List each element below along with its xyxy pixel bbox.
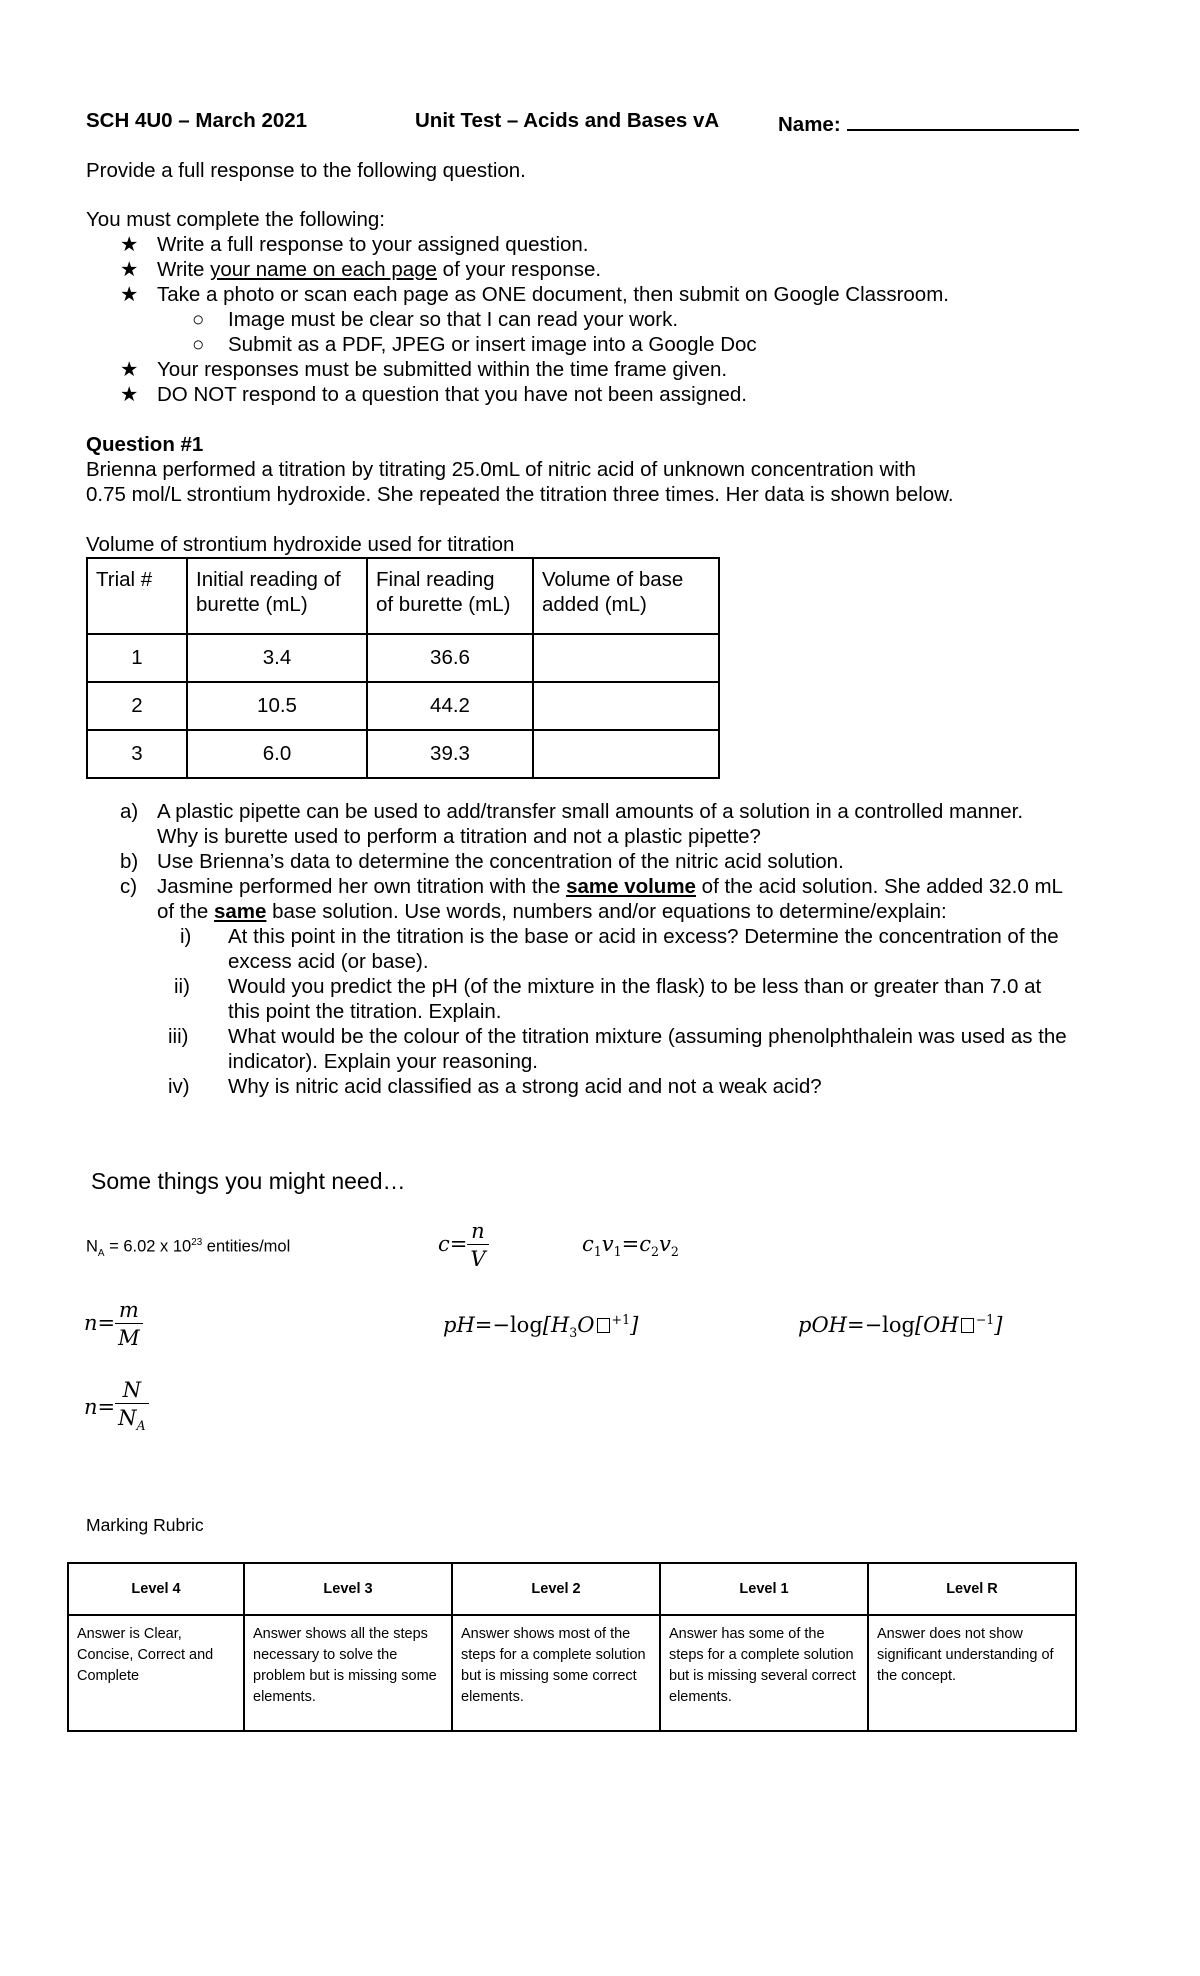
course-code: SCH 4U0 – March 2021: [86, 109, 308, 132]
initial-reading-cell: 10.5: [187, 682, 367, 730]
star-bullet-icon: ★: [120, 258, 139, 281]
rubric-description: Answer is Clear, Concise, Correct and Complete: [68, 1615, 244, 1731]
header-text: Initial reading of: [196, 568, 341, 591]
na-value: = 6.02 x 10: [104, 1237, 192, 1256]
part-text-segment: of the acid solution. She added 32.0 mL: [695, 875, 1063, 898]
part-text: Use Brienna’s data to determine the concentration of the nitric acid solution.: [157, 850, 844, 873]
question-text: Brienna performed a titration by titrating 25.0mL of nitric acid of unknown concentration with: [86, 458, 916, 481]
volume-cell: [533, 682, 719, 730]
subpart-text: excess acid (or base).: [228, 950, 429, 973]
header-text: Trial #: [96, 568, 153, 591]
header-text: Volume of base: [542, 568, 684, 591]
rubric-description: Answer shows most of the steps for a complete solution but is missing some correct elements.: [452, 1615, 660, 1731]
dilution-formula: $c_1v_1=c_2v_2$: [582, 1232, 679, 1260]
initial-reading-cell: 3.4: [187, 634, 367, 682]
table-row: [87, 730, 719, 778]
subpart-label: iii): [168, 1025, 189, 1048]
part-emphasis: same: [214, 900, 267, 923]
subpart-text: What would be the colour of the titration mixture (assuming phenolphthalein was used as the: [228, 1025, 1067, 1048]
particles-moles-formula: n= $\frac{N}{N_A}$: [84, 1377, 149, 1440]
instruction-text: Write: [157, 258, 211, 281]
na-units: entities/mol: [202, 1237, 291, 1256]
part-label: b): [120, 850, 139, 873]
header-cell: [533, 558, 719, 634]
rubric-title: Marking Rubric: [86, 1515, 204, 1535]
part-text-segment: base solution. Use words, numbers and/or equations to determine/explain:: [266, 900, 947, 923]
rubric-description-row: [68, 1615, 1076, 1731]
instruction-text: of your response.: [436, 258, 602, 281]
poh-formula: pOH=−log[OH $^{-1}$]: [798, 1312, 1003, 1337]
rubric-level-header: Level 4: [68, 1563, 244, 1615]
marking-rubric-table: [67, 1562, 1077, 1732]
subpart-label: i): [180, 925, 192, 948]
subpart-text: Why is nitric acid classified as a strong acid and not a weak acid?: [228, 1075, 822, 1098]
instruction-item: Take a photo or scan each page as ONE document, then submit on Google Classroom.: [157, 283, 949, 306]
circle-bullet-icon: ○: [192, 333, 205, 356]
name-field: [778, 109, 1079, 137]
test-title: Unit Test – Acids and Bases vA: [415, 109, 720, 132]
subpart-label: iv): [168, 1075, 190, 1098]
rubric-header-row: [68, 1563, 1076, 1615]
part-text: Why is burette used to perform a titration and not a plastic pipette?: [157, 825, 761, 848]
subpart-text: At this point in the titration is the base or acid in excess? Determine the concentration of the: [228, 925, 1059, 948]
header-cell: [367, 558, 533, 634]
na-subscript: A: [97, 1247, 105, 1259]
trial-cell: 3: [87, 730, 187, 778]
ph-formula: $pH=-\log[H_3O$ $^{+1}$]: [443, 1312, 639, 1341]
rubric-level-header: Level 2: [452, 1563, 660, 1615]
name-label: Name:: [778, 113, 841, 136]
instructions-lead: You must complete the following:: [86, 208, 385, 231]
table-caption: Volume of strontium hydroxide used for titration: [86, 533, 515, 556]
mass-moles-formula: n= $\frac{m}{M}$: [84, 1297, 143, 1352]
reference-heading: Some things you might need…: [91, 1168, 406, 1194]
part-text-segment: Jasmine performed her own titration with the: [157, 875, 567, 898]
header-cell: [87, 558, 187, 634]
header-text: Final reading: [376, 568, 495, 591]
header-text: added (mL): [542, 593, 647, 616]
header-cell: [187, 558, 367, 634]
instruction-item: [157, 257, 601, 282]
rubric-description: Answer has some of the steps for a complete solution but is missing several correct elements.: [660, 1615, 868, 1731]
volume-cell: [533, 634, 719, 682]
subpart-text: Would you predict the pH (of the mixture in the flask) to be less than or greater than 7.0 at: [228, 975, 1042, 998]
final-reading-cell: 44.2: [367, 682, 533, 730]
part-label: a): [120, 800, 139, 823]
trial-cell: 2: [87, 682, 187, 730]
concentration-formula: c= $\frac{n}{V}$: [438, 1218, 489, 1273]
part-label: c): [120, 875, 138, 898]
part-text: [157, 899, 947, 924]
part-text-segment: of the: [157, 900, 214, 923]
table-row: [87, 634, 719, 682]
instruction-subitem: Submit as a PDF, JPEG or insert image into a Google Doc: [228, 333, 757, 356]
star-bullet-icon: ★: [120, 383, 139, 406]
header-text: of burette (mL): [376, 593, 511, 616]
star-bullet-icon: ★: [120, 358, 139, 381]
instruction-emphasis: your name on each page: [210, 258, 437, 281]
rubric-level-header: Level 1: [660, 1563, 868, 1615]
final-reading-cell: 36.6: [367, 634, 533, 682]
part-text: A plastic pipette can be used to add/transfer small amounts of a solution in a controlled manner.: [157, 800, 1024, 823]
volume-cell: [533, 730, 719, 778]
instruction-subitem: Image must be clear so that I can read your work.: [228, 308, 679, 331]
table-header-row: [87, 558, 719, 634]
subpart-text: this point the titration. Explain.: [228, 1000, 502, 1023]
instruction-item: Your responses must be submitted within the time frame given.: [157, 358, 728, 381]
rubric-level-header: Level 3: [244, 1563, 452, 1615]
rubric-description: Answer shows all the steps necessary to solve the problem but is missing some elements.: [244, 1615, 452, 1731]
part-text: [157, 874, 1063, 899]
final-reading-cell: 39.3: [367, 730, 533, 778]
avogadro-constant: [86, 1237, 290, 1259]
rubric-description: Answer does not show significant understanding of the concept.: [868, 1615, 1076, 1731]
instruction-item: DO NOT respond to a question that you have not been assigned.: [157, 383, 747, 406]
star-bullet-icon: ★: [120, 233, 139, 256]
trial-cell: 1: [87, 634, 187, 682]
initial-reading-cell: 6.0: [187, 730, 367, 778]
intro-text: Provide a full response to the following question.: [86, 159, 526, 182]
header-text: burette (mL): [196, 593, 308, 616]
name-blank-line: [847, 109, 1079, 131]
rubric-level-header: Level R: [868, 1563, 1076, 1615]
subpart-text: indicator). Explain your reasoning.: [228, 1050, 538, 1073]
question-text: 0.75 mol/L strontium hydroxide. She repeated the titration three times. Her data is shown below.: [86, 483, 954, 506]
circle-bullet-icon: ○: [192, 308, 205, 331]
na-exponent: 23: [191, 1237, 203, 1248]
na-symbol: N: [86, 1237, 98, 1256]
table-row: [87, 682, 719, 730]
part-emphasis: same volume: [566, 875, 696, 898]
star-bullet-icon: ★: [120, 283, 139, 306]
question-title: Question #1: [86, 433, 204, 456]
titration-data-table: [86, 557, 720, 779]
instruction-item: Write a full response to your assigned question.: [157, 233, 589, 256]
subpart-label: ii): [174, 975, 190, 998]
